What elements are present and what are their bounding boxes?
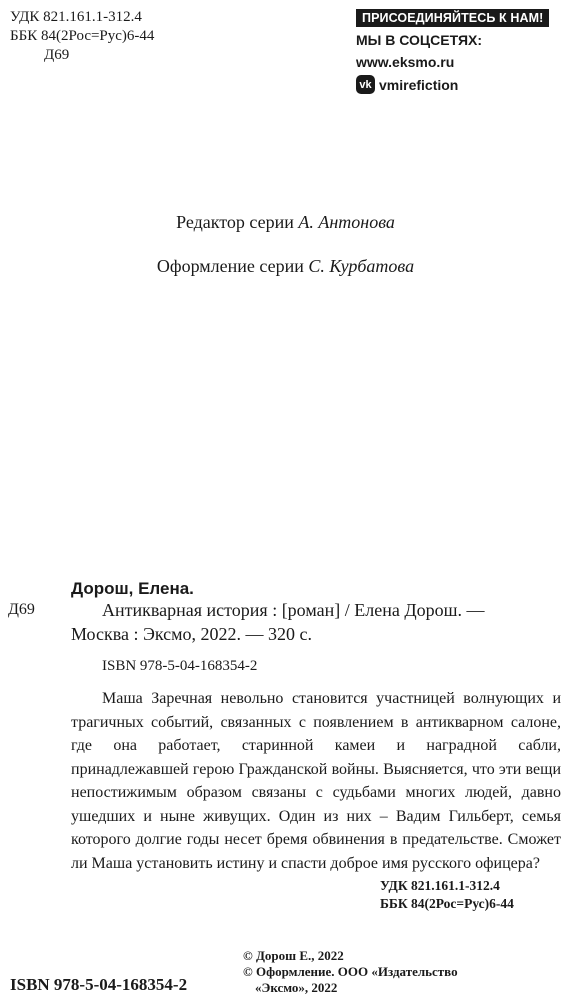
- design-label: Оформление серии: [156, 256, 304, 276]
- social-block: [356, 9, 549, 94]
- record-publisher: Москва : Эксмо, 2022. — 320 с.: [71, 624, 313, 644]
- record-author-mark: Д69: [8, 601, 35, 618]
- social-networks-label: МЫ В СОЦСЕТЯХ:: [356, 32, 483, 48]
- vk-logo-icon: vk: [356, 75, 375, 94]
- join-banner: ПРИСОЕДИНЯЙТЕСЬ К НАМ!: [356, 9, 549, 27]
- editor-name: А. Антонова: [298, 212, 395, 232]
- vk-name: vmirefiction: [379, 76, 459, 93]
- series-design-credit: [0, 256, 571, 277]
- record-bbk: ББК 84(2Рос=Рус)6-44: [380, 896, 514, 911]
- series-editor-credit: [0, 212, 571, 233]
- header-classification: [10, 8, 154, 65]
- design-name: С. Курбатова: [308, 256, 415, 276]
- record-author: Дорош, Елена.: [71, 579, 194, 598]
- annotation-text: Маша Заречная невольно становится участницей волнующих и трагичных событий, связанных с появлением в антикварном салоне, где она работает, старинной камеи и наградной сабли, принадлежавшей герою Гражданской войны. Выясняется, что эти вещи непостижимым образом связаны с судьбами многих людей, давно ушедших и ныне живущих. Один из них – Вадим Гильберт, семья которого долгие годы несет бремя обвинения в предательстве. Сможет ли Маша установить истину и спасти доброе имя русского офицера?: [71, 690, 561, 872]
- website-link[interactable]: www.eksmo.ru: [356, 54, 455, 70]
- vk-link[interactable]: [356, 75, 549, 94]
- copyright-block: [243, 948, 458, 996]
- footer-isbn: ISBN 978-5-04-168354-2: [10, 975, 188, 994]
- record-classification: [380, 877, 514, 913]
- record-udk: УДК 821.161.1-312.4: [380, 878, 500, 893]
- copyright-author: © Дорош Е., 2022: [243, 948, 344, 963]
- bbk-code: ББК 84(2Рос=Рус)6-44: [10, 28, 155, 44]
- record-isbn: ISBN 978-5-04-168354-2: [102, 658, 258, 674]
- editor-label: Редактор серии: [176, 212, 294, 232]
- copyright-design-1: © Оформление. ООО «Издательство: [243, 964, 458, 979]
- copyright-design-2: «Эксмо», 2022: [255, 980, 338, 995]
- udk-code: УДК 821.161.1-312.4: [10, 9, 142, 25]
- record-title: Антикварная история : [роман] / Елена Дорош. —: [102, 600, 485, 620]
- author-mark: Д69: [44, 47, 70, 63]
